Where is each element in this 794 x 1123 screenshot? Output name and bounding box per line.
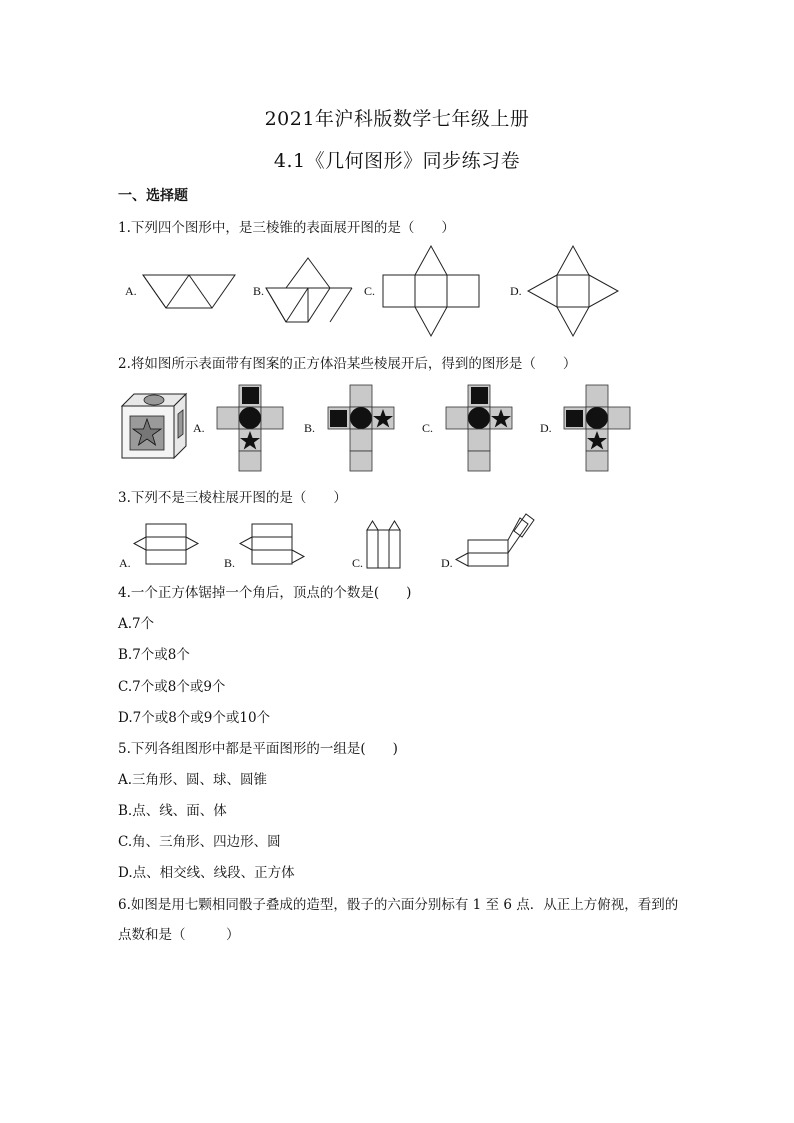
q1-option-c-label: C. (364, 284, 376, 298)
q4-option-a: A.7个 (118, 616, 155, 632)
q1-figure-b (264, 256, 354, 326)
q5-option-a: A.三角形、圆、球、圆锥 (118, 772, 268, 788)
q2-figure-c (444, 383, 514, 473)
q3-figure-a (130, 520, 200, 570)
q2-option-b-label: B. (304, 421, 316, 435)
question-1-stem: 1.下列四个图形中，是三棱锥的表面展开图的是（ ） (118, 220, 455, 236)
section-heading: 一、选择题 (118, 188, 188, 204)
q3-figure-c (364, 518, 404, 570)
question-5-stem: 5.下列各组图形中都是平面图形的一组是( ) (118, 741, 398, 757)
q1-figure-a (140, 270, 240, 310)
q3-option-a-label: A. (119, 556, 131, 570)
q4-option-b: B.7个或8个 (118, 647, 190, 663)
q5-option-d: D.点、相交线、线段、正方体 (118, 865, 295, 881)
q1-option-d-label: D. (510, 284, 522, 298)
q4-option-d: D.7个或8个或9个或10个 (118, 710, 271, 726)
doc-subtitle: 4.1《几何图形》同步练习卷 (273, 150, 521, 172)
q2-option-d-label: D. (540, 421, 552, 435)
question-3-stem: 3.下列不是三棱柱展开图的是（ ） (118, 490, 347, 506)
q2-option-c-label: C. (422, 421, 434, 435)
q3-figure-d (452, 510, 542, 570)
q2-figure-d (562, 383, 632, 473)
question-4-stem: 4.一个正方体锯掉一个角后，顶点的个数是( ) (118, 585, 412, 601)
doc-title: 2021年沪科版数学七年级上册 (264, 108, 530, 130)
q1-option-a-label: A. (125, 284, 137, 298)
q3-figure-b (236, 520, 306, 570)
q4-option-c: C.7个或8个或9个 (118, 679, 226, 695)
q2-figure-a (215, 383, 285, 473)
question-6-stem-line1: 6.如图是用七颗相同骰子叠成的造型，骰子的六面分别标有 1 至 6 点．从正上方俯视，看到的 (118, 897, 679, 913)
q1-option-b-label: B. (253, 284, 265, 298)
q1-figure-d (525, 243, 625, 338)
q3-option-b-label: B. (224, 556, 236, 570)
question-6-stem-line2: 点数和是（ ） (118, 927, 240, 943)
q2-option-a-label: A. (193, 421, 205, 435)
q1-figure-c (378, 243, 488, 338)
question-2-stem: 2.将如图所示表面带有图案的正方体沿某些棱展开后，得到的图形是（ ） (118, 356, 577, 372)
q2-cube-figure (118, 390, 190, 462)
q3-option-c-label: C. (352, 556, 364, 570)
q5-option-c: C.角、三角形、四边形、圆 (118, 834, 281, 850)
q3-option-d-label: D. (441, 556, 453, 570)
q2-figure-b (326, 383, 396, 473)
q5-option-b: B.点、线、面、体 (118, 803, 227, 819)
